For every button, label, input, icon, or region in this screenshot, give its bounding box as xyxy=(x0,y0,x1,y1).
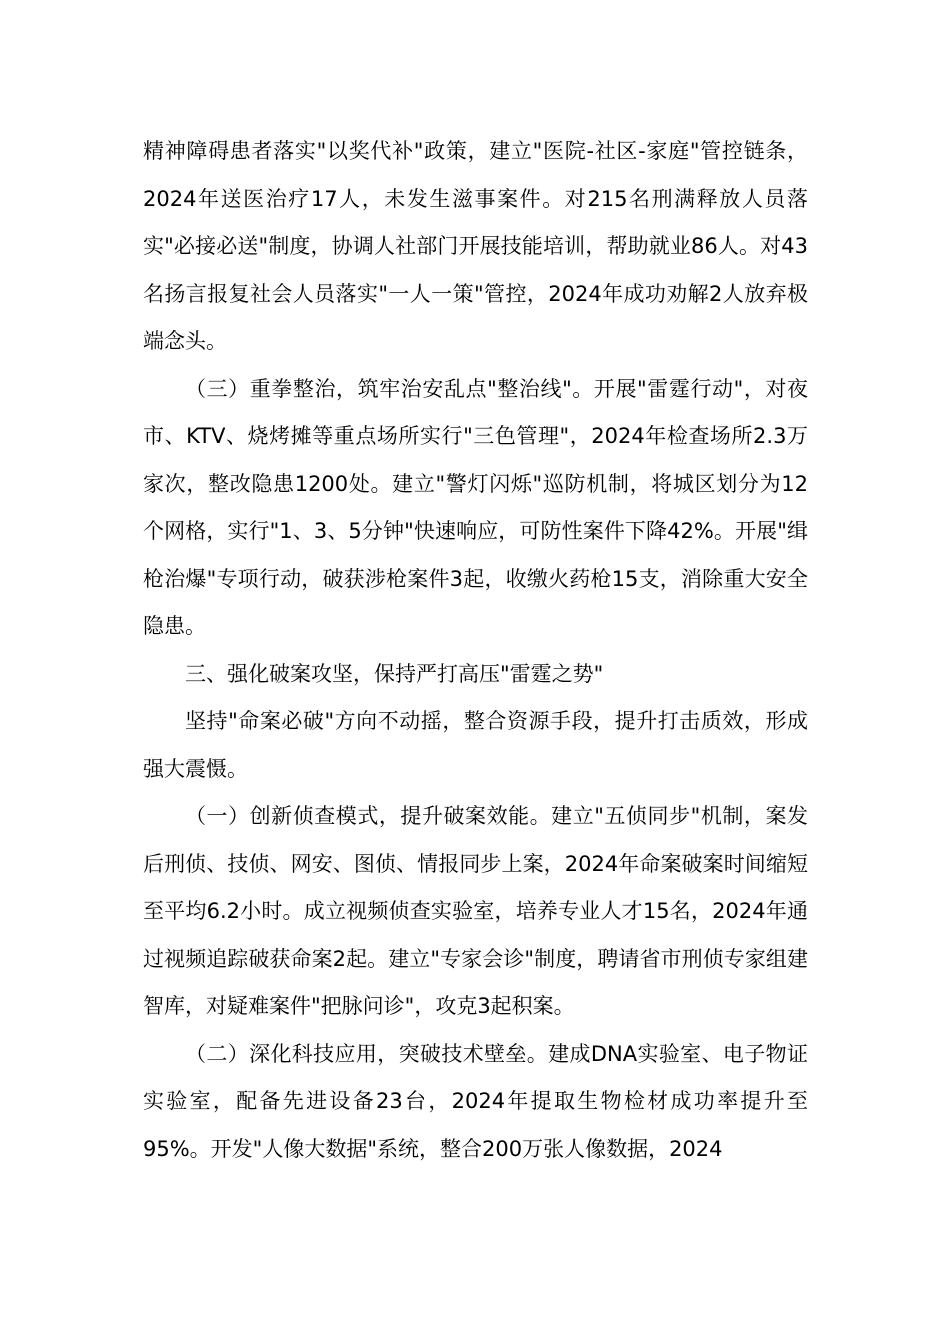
paragraph-4: 坚持"命案必破"方向不动摇，整合资源手段，提升打击质效，形成强大震慑。 xyxy=(143,709,808,781)
document-body xyxy=(143,128,808,1173)
paragraph-6: （二）深化科技应用，突破技术壁垒。建成DNA实验室、电子物证实验室，配备先进设备23台，2024年提取生物检材成功率提升至95%。开发"人像大数据"系统，整合200万张人像数据，2024 xyxy=(143,1041,808,1161)
paragraph-1: 精神障碍患者落实"以奖代补"政策，建立"医院-社区-家庭"管控链条，2024年送医治疗17人，未发生滋事案件。对215名刑满释放人员落实"必接必送"制度，协调人社部门开展技能培训，帮助就业86人。对43名扬言报复社会人员落实"一人一策"管控，2024年成功劝解2人放弃极端念头。 xyxy=(143,139,808,353)
section-heading-3: 三、强化破案攻坚，保持严打高压"雷霆之势" xyxy=(185,661,604,686)
paragraph-2: （三）重拳整治，筑牢治安乱点"整治线"。开展"雷霆行动"，对夜市、KTV、烧烤摊等重点场所实行"三色管理"，2024年检查场所2.3万家次，整改隐患1200处。建立"警灯闪烁"巡防机制，将城区划分为12个网格，实行"1、3、5分钟"快速响应，可防性案件下降42%。开展"缉枪治爆"专项行动，破获涉枪案件3起，收缴火药枪15支，消除重大安全隐患。 xyxy=(143,376,808,638)
paragraph-5: （一）创新侦查模式，提升破案效能。建立"五侦同步"机制，案发后刑侦、技侦、网安、图侦、情报同步上案，2024年命案破案时间缩短至平均6.2小时。成立视频侦查实验室，培养专业人才15名，2024年通过视频追踪破获命案2起。建立"专家会诊"制度，聘请省市刑侦专家组建智库，对疑难案件"把脉问诊"，攻克3起积案。 xyxy=(143,804,808,1018)
